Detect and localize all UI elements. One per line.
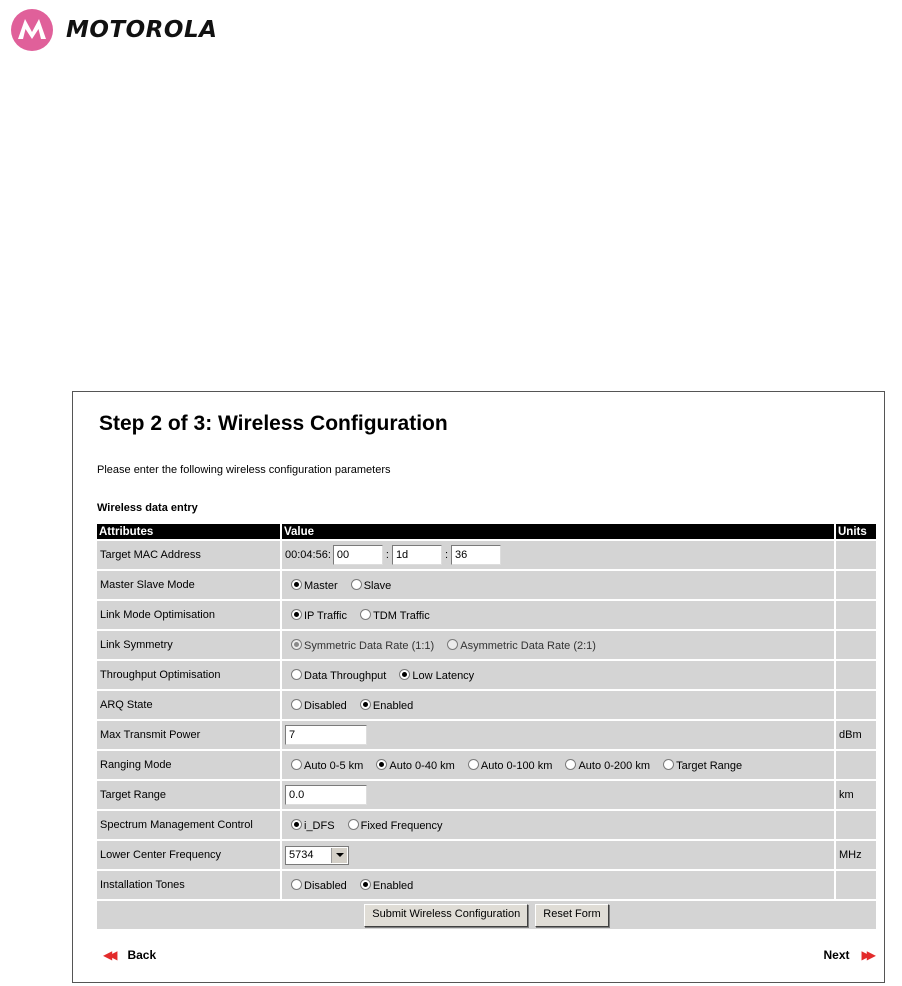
units-cell [836, 571, 876, 599]
row-master-slave [97, 571, 876, 599]
row-link-mode [97, 601, 876, 629]
tones-disabled-label[interactable]: Disabled [304, 879, 347, 892]
reset-form-button[interactable]: Reset Form [535, 904, 608, 927]
arq-enabled-label[interactable]: Enabled [372, 699, 414, 712]
mac-prefix: 00:04:56: [285, 548, 331, 561]
auto-0-100-radio[interactable] [468, 759, 479, 770]
row-max-transmit-power [97, 721, 876, 749]
attr-label: Link Symmetry [97, 631, 280, 659]
max-transmit-power-input[interactable]: 7 [285, 725, 367, 745]
tones-enabled-radio[interactable] [360, 879, 371, 890]
value-cell [282, 601, 834, 629]
attr-label: Lower Center Frequency [97, 841, 280, 869]
lower-frequency-select[interactable] [285, 846, 349, 865]
row-target-range [97, 781, 876, 809]
attr-label: Spectrum Management Control [97, 811, 280, 839]
low-latency-label[interactable]: Low Latency [412, 669, 475, 682]
value-cell [282, 691, 834, 719]
fixed-frequency-radio[interactable] [348, 819, 359, 830]
lower-frequency-value: 5734 [289, 849, 314, 861]
value-cell [282, 751, 834, 779]
mac-separator: : [444, 548, 448, 561]
attr-label: Master Slave Mode [97, 571, 280, 599]
back-link[interactable] [103, 948, 156, 962]
units-cell [836, 811, 876, 839]
value-cell [282, 721, 834, 749]
mac-octet-2-input[interactable]: 1d [392, 545, 442, 565]
auto-0-40-label[interactable]: Auto 0-40 km [389, 759, 455, 772]
header-units: Units [836, 524, 876, 539]
ip-traffic-radio[interactable] [291, 609, 302, 620]
value-cell [282, 841, 834, 869]
idfs-radio[interactable] [291, 819, 302, 830]
row-target-mac [97, 541, 876, 569]
submit-wireless-config-button[interactable]: Submit Wireless Configuration [364, 904, 528, 927]
auto-0-100-label[interactable]: Auto 0-100 km [480, 759, 553, 772]
units-cell [836, 871, 876, 899]
tdm-traffic-label[interactable]: TDM Traffic [373, 609, 430, 622]
units-cell: km [836, 781, 876, 809]
row-spectrum-management [97, 811, 876, 839]
table-header-row [97, 524, 876, 539]
button-cell [97, 901, 876, 929]
mac-octet-3-input[interactable]: 36 [451, 545, 501, 565]
next-label: Next [823, 948, 850, 962]
button-row [97, 901, 876, 929]
attr-label: Ranging Mode [97, 751, 280, 779]
row-installation-tones [97, 871, 876, 899]
target-range-label[interactable]: Target Range [676, 759, 743, 772]
units-cell [836, 541, 876, 569]
value-cell [282, 811, 834, 839]
row-arq-state [97, 691, 876, 719]
arq-enabled-radio[interactable] [360, 699, 371, 710]
master-label[interactable]: Master [304, 579, 338, 592]
auto-0-200-radio[interactable] [565, 759, 576, 770]
units-cell [836, 751, 876, 779]
row-ranging-mode [97, 751, 876, 779]
arq-disabled-label[interactable]: Disabled [304, 699, 347, 712]
attr-label: Target MAC Address [97, 541, 280, 569]
asymmetric-label: Asymmetric Data Rate (2:1) [460, 639, 596, 652]
data-throughput-radio[interactable] [291, 669, 302, 680]
value-cell [282, 661, 834, 689]
fixed-frequency-label[interactable]: Fixed Frequency [360, 819, 443, 832]
wizard-panel [72, 391, 885, 983]
attr-label: Target Range [97, 781, 280, 809]
tdm-traffic-radio[interactable] [360, 609, 371, 620]
value-cell [282, 871, 834, 899]
attr-label: Link Mode Optimisation [97, 601, 280, 629]
mac-octet-1-input[interactable]: 00 [333, 545, 383, 565]
wireless-config-table [95, 522, 878, 931]
section-title: Wireless data entry [97, 502, 198, 514]
header-attributes: Attributes [97, 524, 280, 539]
asymmetric-radio [447, 639, 458, 650]
target-range-radio[interactable] [663, 759, 674, 770]
slave-radio[interactable] [351, 579, 362, 590]
double-arrow-right-icon: ▶▶ [861, 948, 872, 962]
header-value: Value [282, 524, 834, 539]
units-cell: dBm [836, 721, 876, 749]
auto-0-5-radio[interactable] [291, 759, 302, 770]
page-title: Step 2 of 3: Wireless Configuration [99, 412, 448, 435]
motorola-batwing-icon [10, 8, 54, 52]
attr-label: ARQ State [97, 691, 280, 719]
row-link-symmetry [97, 631, 876, 659]
value-cell [282, 571, 834, 599]
target-range-input[interactable]: 0.0 [285, 785, 367, 805]
motorola-logo [10, 8, 217, 52]
units-cell [836, 601, 876, 629]
symmetric-label: Symmetric Data Rate (1:1) [304, 639, 435, 652]
value-cell [282, 781, 834, 809]
tones-disabled-radio[interactable] [291, 879, 302, 890]
attr-label: Max Transmit Power [97, 721, 280, 749]
value-cell [282, 631, 834, 659]
double-arrow-left-icon: ◀◀ [103, 948, 114, 962]
chevron-down-icon[interactable] [331, 848, 347, 863]
row-throughput [97, 661, 876, 689]
brand-name: MOTOROLA [66, 17, 218, 43]
intro-text: Please enter the following wireless configuration parameters [97, 464, 391, 476]
attr-label: Throughput Optimisation [97, 661, 280, 689]
attr-label: Installation Tones [97, 871, 280, 899]
tones-enabled-label[interactable]: Enabled [372, 879, 414, 892]
auto-0-200-label[interactable]: Auto 0-200 km [578, 759, 651, 772]
units-cell [836, 661, 876, 689]
low-latency-radio[interactable] [399, 669, 410, 680]
auto-0-5-label[interactable]: Auto 0-5 km [304, 759, 364, 772]
data-throughput-label[interactable]: Data Throughput [304, 669, 387, 682]
back-label: Back [127, 948, 157, 962]
arq-disabled-radio[interactable] [291, 699, 302, 710]
value-cell [282, 541, 834, 569]
ip-traffic-label[interactable]: IP Traffic [304, 609, 348, 622]
mac-separator: : [385, 548, 389, 561]
idfs-label[interactable]: i_DFS [304, 819, 335, 832]
units-cell [836, 691, 876, 719]
symmetric-radio [291, 639, 302, 650]
units-cell: MHz [836, 841, 876, 869]
row-lower-center-frequency [97, 841, 876, 869]
slave-label[interactable]: Slave [363, 579, 392, 592]
master-radio[interactable] [291, 579, 302, 590]
next-link[interactable] [824, 948, 872, 962]
auto-0-40-radio[interactable] [376, 759, 387, 770]
units-cell [836, 631, 876, 659]
